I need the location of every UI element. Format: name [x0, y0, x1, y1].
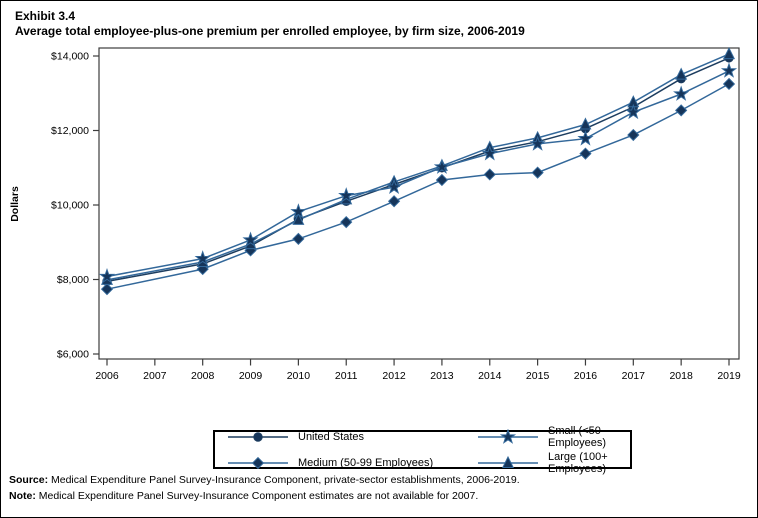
y-tick-label: $8,000	[56, 274, 89, 286]
x-tick-label: 2009	[238, 370, 263, 382]
x-tick-label: 2008	[191, 370, 215, 382]
diamond-marker	[389, 196, 400, 207]
y-tick-label: $12,000	[51, 125, 89, 137]
series-line	[107, 54, 729, 280]
star-marker	[579, 132, 592, 145]
x-tick-label: 2019	[717, 370, 741, 382]
star-marker	[501, 430, 514, 443]
diamond-marker	[580, 148, 591, 159]
x-tick-label: 2007	[143, 370, 167, 382]
series-line	[107, 58, 729, 282]
circle-legend-swatch	[227, 429, 289, 445]
footer-notes	[9, 473, 520, 504]
exhibit-number: Exhibit 3.4	[15, 9, 76, 23]
legend-item	[477, 425, 624, 449]
y-tick-label: $6,000	[56, 348, 89, 361]
legend-label: Small (<50 Employees)	[548, 424, 607, 449]
legend-item	[477, 451, 624, 475]
x-tick-label: 2013	[430, 370, 454, 382]
star-marker	[722, 64, 735, 77]
y-tick-label: $14,000	[51, 50, 89, 63]
x-tick-label: 2016	[573, 370, 598, 382]
diamond-legend-swatch	[227, 455, 289, 471]
chart-title: Average total employee-plus-one premium per enrolled employee, by firm size, 2006-2019	[15, 24, 525, 38]
diamond-marker	[102, 284, 113, 295]
diamond-marker	[484, 169, 495, 180]
x-tick-label: 2018	[669, 370, 693, 382]
diamond-marker	[676, 105, 687, 116]
diamond-marker	[437, 175, 448, 186]
chart-legend	[213, 424, 632, 475]
x-tick-label: 2011	[334, 370, 358, 382]
diamond-marker	[341, 217, 352, 228]
x-tick-label: 2006	[95, 370, 119, 382]
plot-frame	[99, 48, 739, 359]
y-tick-label: $10,000	[51, 199, 89, 212]
star-marker	[675, 87, 688, 100]
note-line	[9, 489, 520, 505]
diamond-marker	[253, 457, 264, 468]
star-marker	[387, 180, 400, 193]
legend-item	[227, 451, 477, 475]
legend-label: Large (100+ Employees)	[548, 450, 608, 475]
note-label: Note:	[9, 489, 36, 502]
line-chart	[1, 1, 758, 421]
diamond-marker	[293, 233, 304, 244]
triangle-legend-swatch	[477, 455, 539, 471]
legend-item	[227, 425, 477, 449]
star-marker	[483, 147, 496, 160]
x-tick-label: 2014	[478, 370, 502, 382]
source-label: Source:	[9, 474, 49, 486]
y-axis-title: Dollars	[9, 186, 21, 222]
triangle-marker	[724, 48, 734, 59]
x-tick-label: 2012	[382, 370, 406, 382]
x-tick-label: 2015	[525, 370, 550, 382]
legend-label: United States	[298, 430, 365, 443]
triangle-marker	[676, 69, 686, 80]
x-tick-label: 2010	[286, 370, 311, 382]
triangle-marker	[580, 119, 590, 129]
diamond-marker	[724, 79, 735, 90]
circle-marker	[254, 432, 262, 440]
source-line	[9, 473, 520, 489]
diamond-marker	[532, 167, 543, 178]
diamond-marker	[628, 130, 639, 141]
note-text: Medical Expenditure Panel Survey-Insurance Component estimates are not available for 2007.	[35, 489, 479, 502]
source-text: Medical Expenditure Panel Survey-Insurance Component, private-sector establishments, 2006-2019.	[48, 474, 520, 486]
star-legend-swatch	[477, 429, 539, 445]
x-tick-label: 2017	[621, 370, 645, 382]
legend-label: Medium (50-99 Employees)	[298, 456, 434, 469]
